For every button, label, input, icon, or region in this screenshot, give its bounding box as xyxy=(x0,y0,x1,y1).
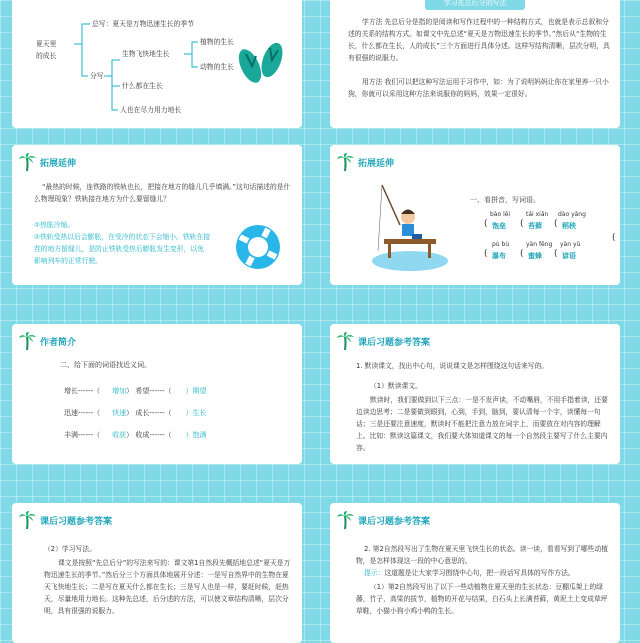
answer-word-1: 苔藓 xyxy=(528,222,542,230)
pinyin-3: pù bù xyxy=(492,241,510,248)
fishing-boy-illustration xyxy=(370,181,450,271)
exercise-title: 一、看拼音，写词语。 xyxy=(470,196,540,204)
section-header xyxy=(336,330,430,352)
swim-ring-icon xyxy=(230,219,286,275)
section-title: 课后习题参考答案 xyxy=(358,516,431,527)
mindmap-leaf-animals: 动物的生长 xyxy=(200,63,234,71)
palm-tree-icon xyxy=(18,510,38,530)
question-text: 1. 默读课文，找出中心句，说说课文是怎样围绕这句话来写的。 xyxy=(356,362,549,370)
answer-2: ②铁轨受热以后会膨胀，在受冷的状态下会缩小。铁轨在接茬的地方留缝儿，是防止铁轨受热后膨胀发生变形，以免影响列车的正常行驶。 xyxy=(34,233,211,265)
palm-tree-icon xyxy=(18,331,38,351)
answer-1: ①热胀冷缩。 xyxy=(34,221,75,229)
synonym-row: 增长------（ 增加） 希望------（ ）期望 xyxy=(64,387,207,395)
section-title: 课后习题参考答案 xyxy=(358,337,431,348)
section-title: 课后习题参考答案 xyxy=(40,516,113,527)
answer-word-0: 饱垒 xyxy=(492,222,506,230)
answer-word-2: 稻秧 xyxy=(562,222,576,230)
section-title: 作者简介 xyxy=(40,337,77,348)
answer-word-4: 蜜蜂 xyxy=(528,252,542,260)
mindmap-card xyxy=(12,0,302,128)
method-paragraph-1: 学方法 先总后分是指的是阅读和写作过程中的一种结构方式，也就是表示总叙和分述的关系的结构方式。如课文中先总述“夏天是万物迅速生长的季节。”然后从“生物的生长，什么都在生长，人的成长”三个方面进行具体分述。这样写结构清晰，层次分明，具有很强的说服力。 xyxy=(348,18,610,62)
extension-card-2: 拓展延伸 一、看拼音，写词语。 bào lěi tái xiǎn dào yāng ( 饱垒 ( 苔藓 ( 稻秧 pù bù yàn fēng yàn yǔ ( 瀑布 ( 蜜蜂 ( 谚语 ( xyxy=(330,145,620,285)
answer-paragraph: 课文是按照“先总后分”的写法来写的：课文第1自然段先概括地总述“夏天是万物迅速生长的季节。”然后分三个方面具体地展开分述：一是写自然界中的生物在夏天飞快地生长；二是写在夏天什么都在生长；三是写人也是一样，要赶时候，赶热天，尽量地用力地长。这种先总述，后分述的方法，可以使文章结构清晰，层次分明，具有很强的说服力。 xyxy=(44,559,291,615)
mindmap-root: 夏天里 的成长 xyxy=(36,40,57,60)
answer-card-1 xyxy=(330,324,620,464)
section-header xyxy=(336,509,430,531)
pinyin-4: yàn fēng xyxy=(526,241,553,248)
mindmap-fen: 分写 xyxy=(90,72,104,80)
answer-word-3: 瀑布 xyxy=(492,252,506,260)
tip xyxy=(364,567,614,579)
palm-tree-icon xyxy=(336,152,356,172)
question-text: 2. 第2自然段写出了生物在夏天里飞快生长的状态。读一读，看看写到了哪些动植物，是怎样体现这一段的中心意思的。 xyxy=(356,545,609,565)
section-header xyxy=(18,151,76,173)
palm-tree-icon xyxy=(336,510,356,530)
pinyin-1: tái xiǎn xyxy=(526,211,549,218)
mindmap-zong: 总写：夏天是万物迅速生长的季节 xyxy=(92,20,194,28)
mindmap-branch-1: 生物飞快地生长 xyxy=(122,50,170,58)
method-card xyxy=(330,0,620,128)
method-paragraph-2: 用方法 我们可以把这种写法运用于习作中，如：为了说明妈妈让你在家里养一只小狗，你就可以采用这种方法来说服你的妈妈，效果一定很好。 xyxy=(348,78,609,98)
section-header xyxy=(18,509,112,531)
pinyin-2: dào yāng xyxy=(558,211,586,218)
answer-card-2 xyxy=(12,503,302,643)
tip-label: 提示： xyxy=(364,569,385,577)
synonym-row: 迅速------（ 快速） 成长------（ ）生长 xyxy=(64,409,207,417)
synonym-card xyxy=(12,324,302,464)
pinyin-5: yàn yǔ xyxy=(560,241,581,248)
palm-tree-icon xyxy=(18,152,38,172)
exercise-title: 二、给下面的词语找近义词。 xyxy=(60,361,151,369)
section-header xyxy=(18,330,76,352)
section-header xyxy=(336,151,394,173)
pinyin-0: bào lěi xyxy=(490,211,511,218)
section-title: 拓展延伸 xyxy=(40,158,77,169)
method-tag: 学习先总后分的写法 xyxy=(425,0,525,10)
mindmap-branch-2: 什么都在生长 xyxy=(122,82,163,90)
extension-card-1 xyxy=(12,145,302,285)
question-text: “最热的时候，连铁路的铁轨也长，把接在地方的缝儿几乎填满。”这句话描述的是什么物理现象？铁轨接在地方为什么要留缝儿？ xyxy=(34,183,291,203)
answer-paragraph: 默读时，我们要做到以下三点：一是不发声读，不动嘴唇，不用手指着读，还要边读边思考；二是要做到眼到，心到，手到，脑到，要认清每一个字，读懂每一句话；三是还要注意速度，默读时不能把注意力放在词字上，而要放在对内容的理解上。比如：默读这篇课文，我们要大体知道课文的每一个自然段主要写了什么主要内容。 xyxy=(356,396,608,452)
mindmap-leaf-plants: 植物的生长 xyxy=(200,38,234,46)
section-title: 拓展延伸 xyxy=(358,158,395,169)
mindmap-branch-3: 人也在尽力用力地长 xyxy=(120,106,182,114)
palm-tree-icon xyxy=(336,331,356,351)
answer-card-3 xyxy=(330,503,620,643)
answer-paragraph: （1）第2自然段写出了以下一些动植物在夏天里的生长状态：豆棚瓜架上的绿藤，竹子，高梁的拔节，植物的开花与结果，白石头上长满苔藓，黄泥土上变成草坪草鞋，小猫小狗小鸡小鸭的生长。 xyxy=(356,583,608,615)
answer-word-5: 谚语 xyxy=(562,252,576,260)
synonym-row: 丰满------（ 收获） 收成------（ ）饱满 xyxy=(64,431,207,439)
flip-flops-icon xyxy=(232,38,292,88)
subheading: （1）默读课文。 xyxy=(370,382,422,390)
subheading: （2）学习写法。 xyxy=(44,545,96,553)
tip-text: 这道题是让大家学习围绕中心句，把一段话写具体的写作方法。 xyxy=(384,569,575,577)
